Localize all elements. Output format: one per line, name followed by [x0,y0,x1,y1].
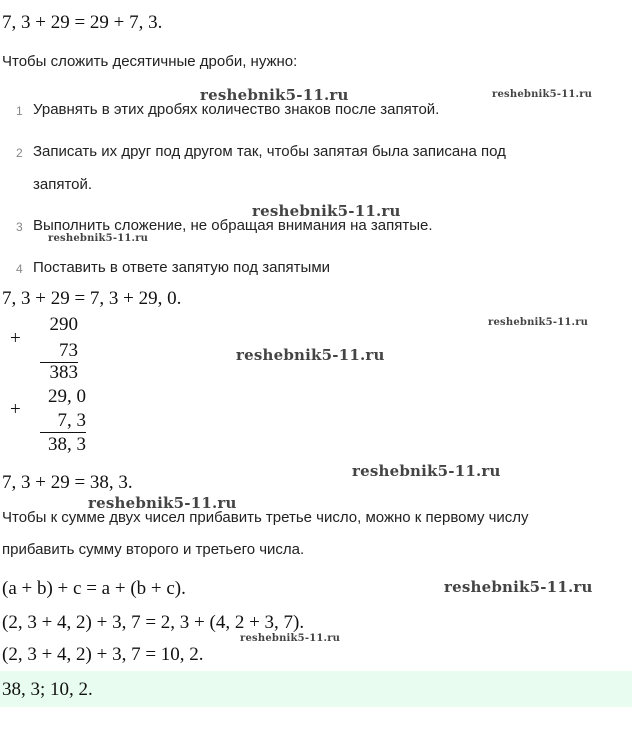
equation-1: 7, 3 + 29 = 29 + 7, 3. [2,12,163,33]
watermark: reshebnik5-11.ru [488,317,589,328]
watermark: reshebnik5-11.ru [236,346,385,364]
answer-box [0,671,632,707]
step-text-continued: запятой. [33,176,93,193]
watermark: reshebnik5-11.ru [240,633,341,644]
watermark: reshebnik5-11.ru [252,202,401,220]
watermark: reshebnik5-11.ru [88,494,237,512]
column-addend-bottom: 7, 3 [40,410,86,433]
step-number: 2 [16,146,23,160]
watermark: reshebnik5-11.ru [492,89,593,100]
rule-associative-continued: прибавить сумму второго и третьего числа. [2,541,305,558]
step-text: Записать их друг под другом так, чтобы запятая была записана под [33,143,506,160]
step-text: Выполнить сложение, не обращая внимания на запятые. [33,217,433,234]
equation-2: 7, 3 + 29 = 7, 3 + 29, 0. [2,288,182,309]
watermark: reshebnik5-11.ru [48,233,149,244]
equation-4: (2, 3 + 4, 2) + 3, 7 = 2, 3 + (4, 2 + 3, 7). [2,612,305,633]
equation-3: 7, 3 + 29 = 38, 3. [2,472,133,493]
plus-sign: + [10,328,21,349]
watermark: reshebnik5-11.ru [352,462,501,480]
column-addend-top: 29, 0 [48,386,86,407]
step-number: 3 [16,220,23,234]
rule-intro: Чтобы сложить десятичные дроби, нужно: [2,53,298,70]
plus-sign: + [10,399,21,420]
watermark: reshebnik5-11.ru [444,578,593,596]
answer: 38, 3; 10, 2. [2,679,93,700]
equation-5: (2, 3 + 4, 2) + 3, 7 = 10, 2. [2,644,204,665]
column-addend-top: 290 [49,314,78,335]
associative-formula: (a + b) + c = a + (b + c). [2,578,186,599]
step-number: 1 [16,104,23,118]
column-sum: 38, 3 [48,434,86,455]
column-sum: 383 [49,362,78,383]
step-text: Поставить в ответе запятую под запятыми [33,259,331,276]
rule-associative: Чтобы к сумме двух чисел прибавить третье число, можно к первому числу [2,509,529,526]
step-number: 4 [16,262,23,276]
watermark: reshebnik5-11.ru [200,86,349,104]
step-text: Уравнять в этих дробях количество знаков после запятой. [33,101,440,118]
column-addend-bottom: 73 [40,340,78,363]
